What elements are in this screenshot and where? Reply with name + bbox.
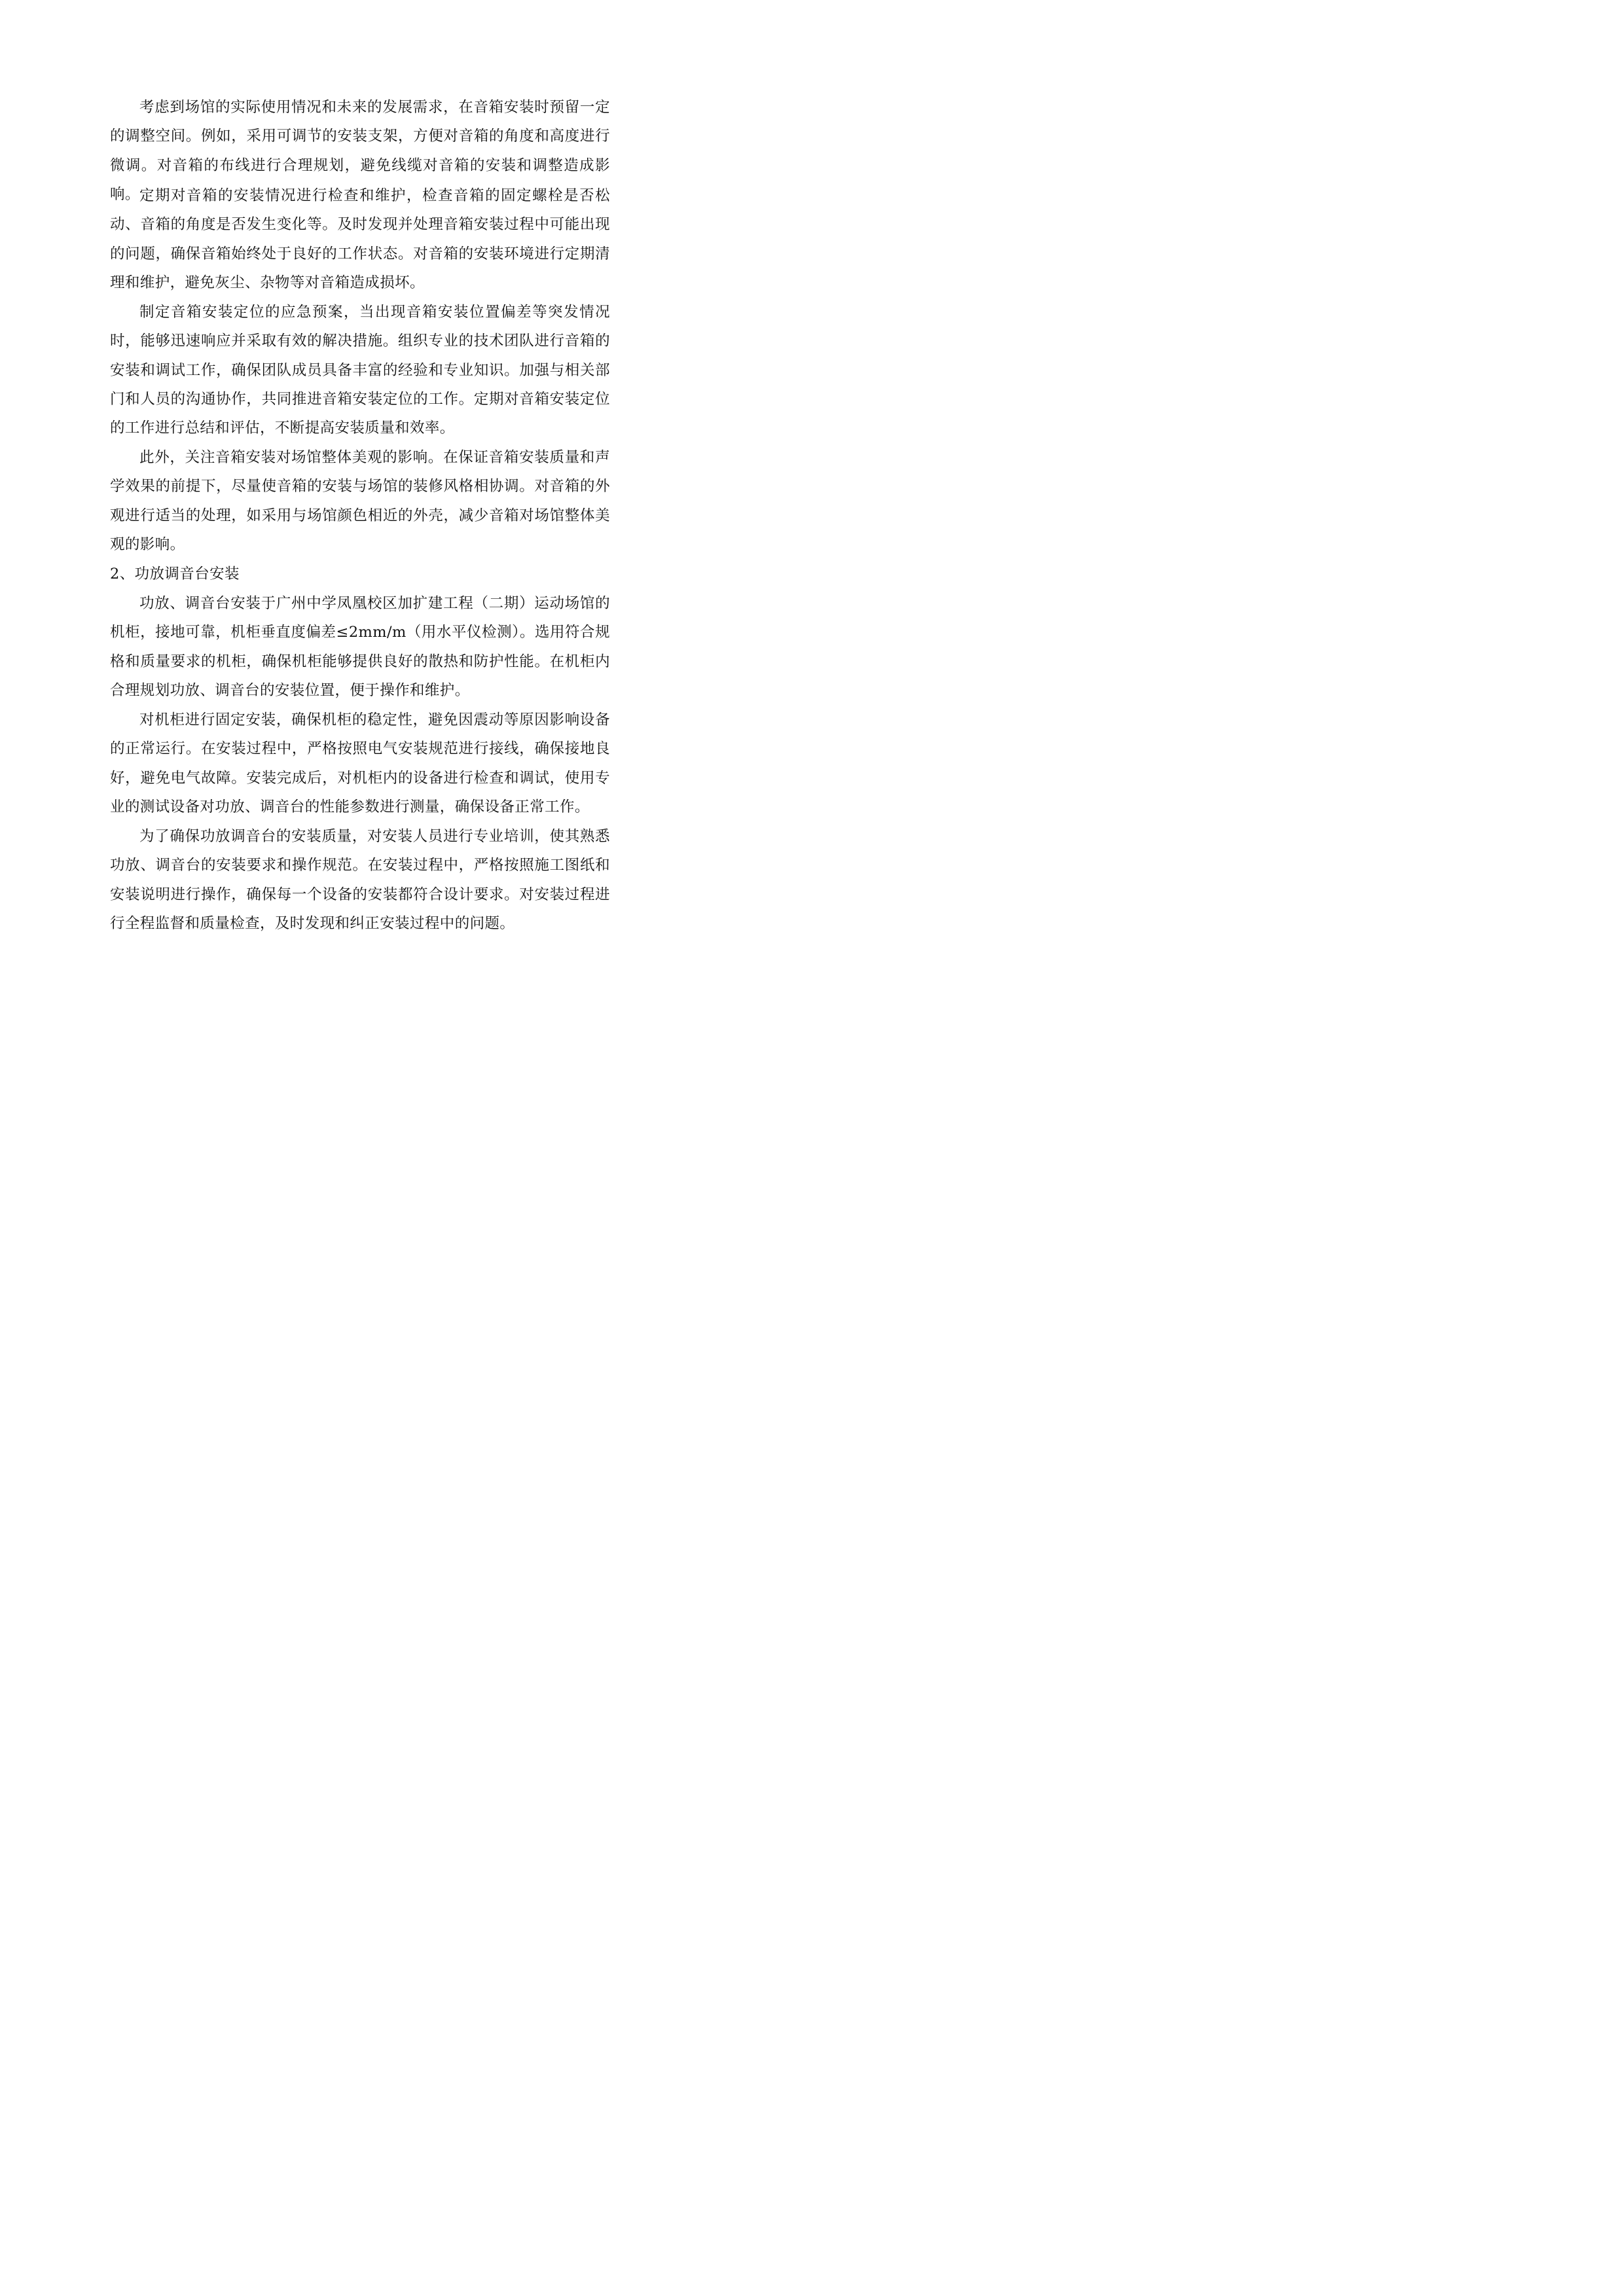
paragraph-cabinet-install: 功放、调音台安装于广州中学凤凰校区加扩建工程（二期）运动场馆的机柜，接地可靠，机柜垂直度偏差≤2mm/m（用水平仪检测）。选用符合规格和质量要求的机柜，确保机柜能够提供良好的散热和防护性能。在机柜内合理规划功放、调音台的安装位置，便于操作和维护。 (110, 595, 610, 699)
document-page (0, 0, 720, 1018)
paragraph-aesthetics: 此外，关注音箱安装对场馆整体美观的影响。在保证音箱安装质量和声学效果的前提下，尽量使音箱的安装与场馆的装修风格相协调。对音箱的外观进行适当的处理，如采用与场馆颜色相近的外壳，减少音箱对场馆整体美观的影响。 (110, 449, 610, 553)
paragraph-speaker-maintenance: 定期对音箱的安装情况进行检查和维护，检查音箱的固定螺栓是否松动、音箱的角度是否发生变化等。及时发现并处理音箱安装过程中可能出现的问题，确保音箱始终处于良好的工作状态。对音箱的安装环境进行定期清理和维护，避免灰尘、杂物等对音箱造成损坏。 (110, 187, 610, 291)
paragraph-cabinet-fixing: 对机柜进行固定安装，确保机柜的稳定性，避免因震动等原因影响设备的正常运行。在安装过程中，严格按照电气安装规范进行接线，确保接地良好，避免电气故障。安装完成后，对机柜内的设备进行检查和调试，使用专业的测试设备对功放、调音台的性能参数进行测量，确保设备正常工作。 (110, 711, 610, 816)
paragraph-install-quality: 为了确保功放调音台的安装质量，对安装人员进行专业培训，使其熟悉功放、调音台的安装要求和操作规范。在安装过程中，严格按照施工图纸和安装说明进行操作，确保每一个设备的安装都符合设计要求。对安装过程进行全程监督和质量检查，及时发现和纠正安装过程中的问题。 (110, 828, 610, 932)
paragraph-emergency-plan: 制定音箱安装定位的应急预案，当出现音箱安装位置偏差等突发情况时，能够迅速响应并采取有效的解决措施。组织专业的技术团队进行音箱的安装和调试工作，确保团队成员具备丰富的经验和专业知识。加强与相关部门和人员的沟通协作，共同推进音箱安装定位的工作。定期对音箱安装定位的工作进行总结和评估，不断提高安装质量和效率。 (110, 304, 610, 437)
section-heading: 2、功放调音台安装 (110, 565, 240, 583)
paragraph-speaker-adjustment-space: 考虑到场馆的实际使用情况和未来的发展需求，在音箱安装时预留一定的调整空间。例如，采用可调节的安装支架，方便对音箱的角度和高度进行微调。对音箱的布线进行合理规划，避免线缆对音箱的安装和调整造成影响。 (110, 99, 610, 203)
